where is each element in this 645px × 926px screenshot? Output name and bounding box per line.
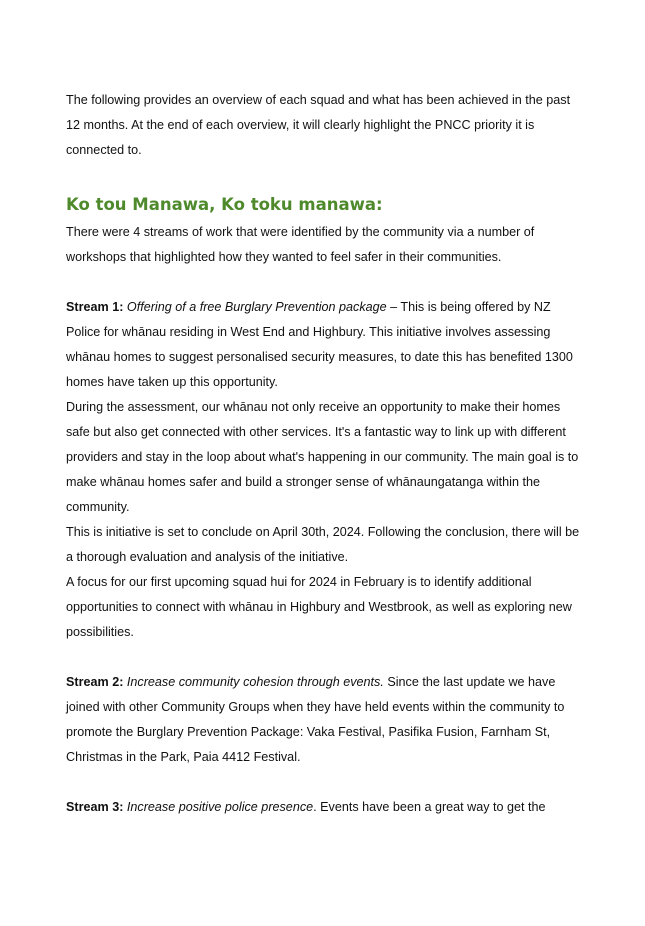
stream1-text: – This is being offered by NZ Police for whānau residing in West End and Highbury. This initiative involves assessing whānau homes to suggest personalised security measures, to date this has benefited 1300 homes have taken up this opportunity. [66,300,573,389]
stream3-title: Increase positive police presence [126,800,314,814]
streams-intro-block [66,220,586,270]
stream2-block [66,670,586,770]
stream1-paragraph [66,295,586,395]
stream3-label: Stream 3: [66,800,124,814]
section-heading: Ko tou Manawa, Ko toku manawa: [66,195,383,214]
stream3-paragraph [66,795,586,820]
stream3-text: . Events have been a great way to get the [313,800,546,814]
focus-paragraph: A focus for our first upcoming squad hui for 2024 in February is to identify additional opportunities to connect with whānau in Highbury and Westbrook, as well as exploring new possibilities. [66,575,572,639]
conclude-paragraph: This is initiative is set to conclude on April 30th, 2024. Following the conclusion, there will be a thorough evaluation and analysis of the initiative. [66,525,580,564]
streams-intro-paragraph: There were 4 streams of work that were identified by the community via a number of workshops that highlighted how they wanted to feel safer in their communities. [66,225,535,264]
assessment-paragraph: During the assessment, our whānau not only receive an opportunity to make their homes safe but also get connected with other services. It's a fantastic way to link up with different providers and stay in the loop about what's happening in our community. The main goal is to make whānau homes safer and build a stronger sense of whānaungatanga within the community. [66,400,579,514]
stream3-block [66,795,586,820]
intro-paragraph: The following provides an overview of each squad and what has been achieved in the past 12 months. At the end of each overview, it will clearly highlight the PNCC priority it is connected to. [66,93,571,157]
stream2-label: Stream 2: [66,675,124,689]
stream1-label: Stream 1: [66,300,124,314]
stream2-title: Increase community cohesion through events. [126,675,384,689]
stream2-paragraph [66,670,586,770]
stream1-title: Offering of a free Burglary Prevention package [126,300,387,314]
stream1-block [66,295,586,645]
intro-block [66,88,586,163]
stream2-text: Since the last update we have joined with other Community Groups when they have held events within the community to promote the Burglary Prevention Package: Vaka Festival, Pasifika Fusion, Farnham St, Christmas in the Park, Paia 4412 Festival. [66,675,565,764]
